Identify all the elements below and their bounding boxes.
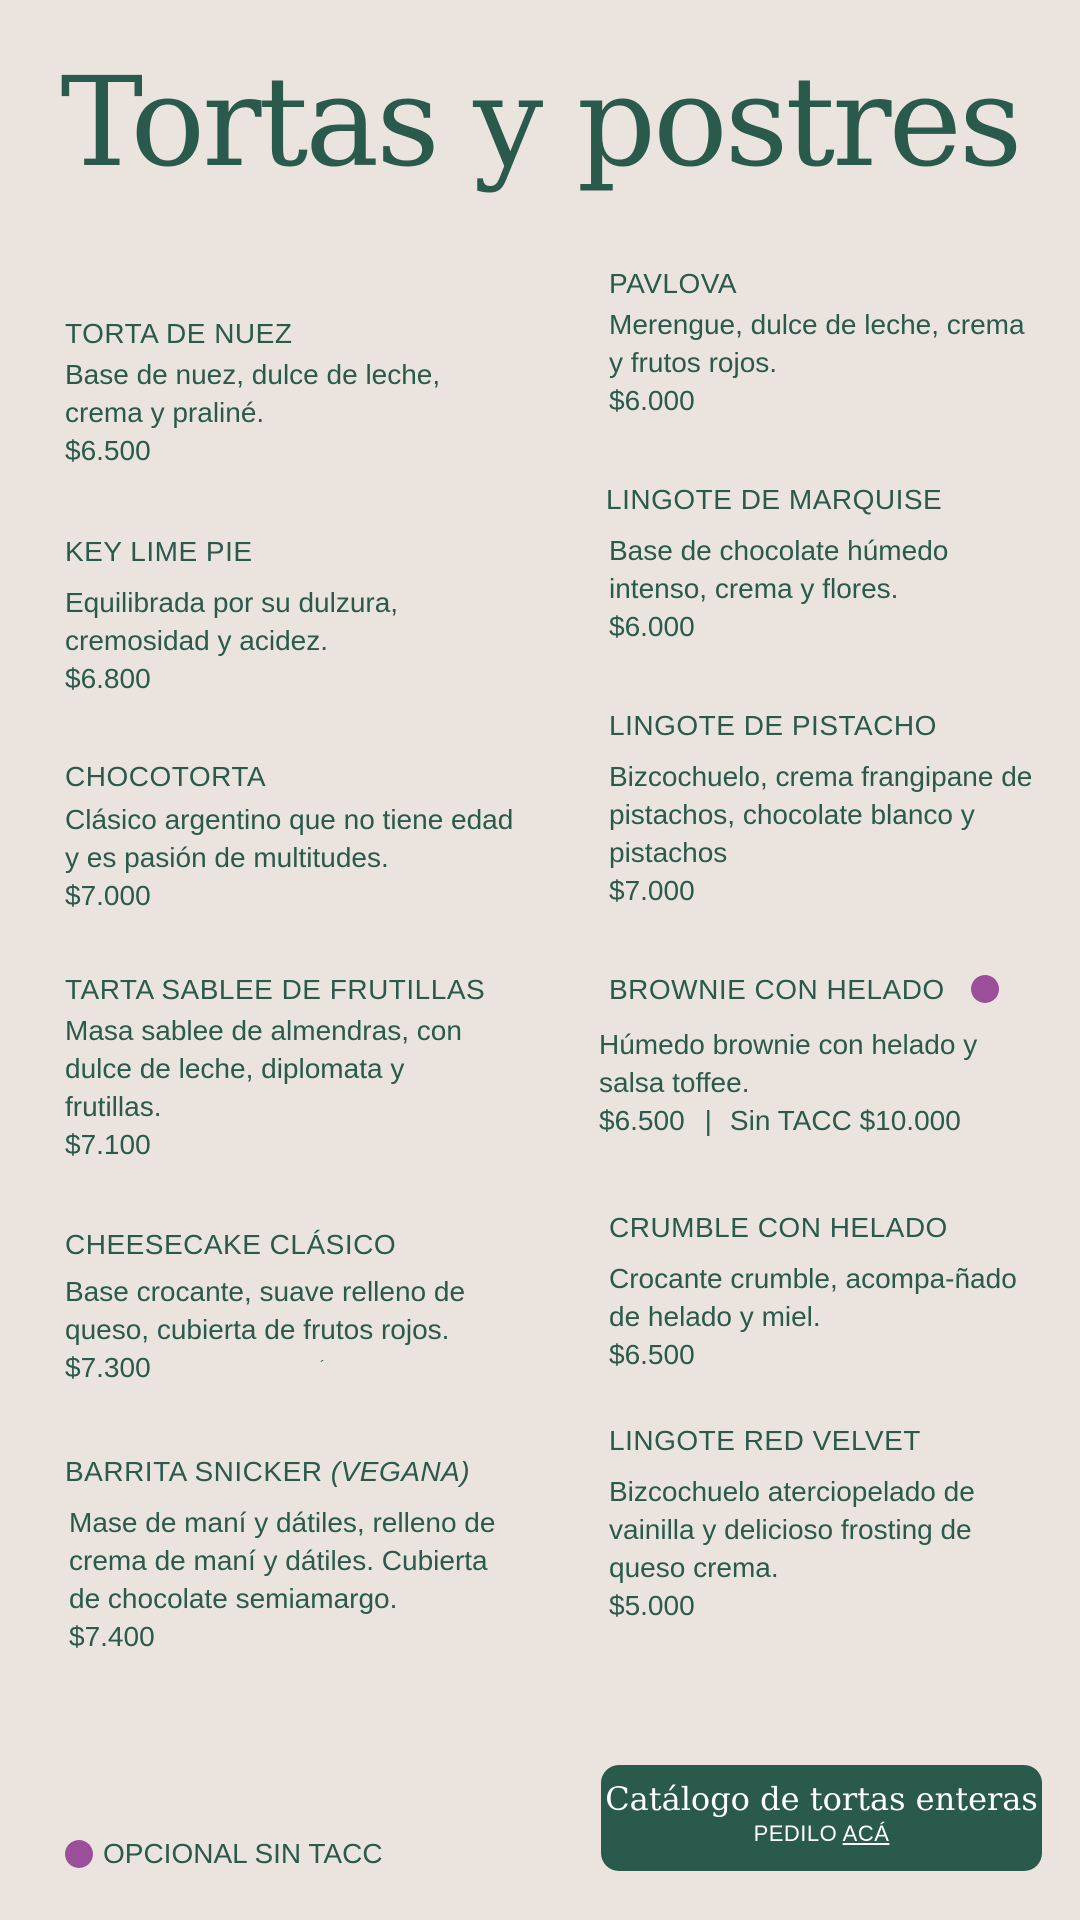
catalog-button[interactable] — [601, 1765, 1042, 1871]
menu-item-lingote-marquise — [606, 482, 1026, 646]
item-name-text: BROWNIE CON HELADO — [609, 974, 945, 1005]
item-description: Base de chocolate húmedo intenso, crema y flores. — [609, 535, 949, 604]
page-title: Tortas y postres — [60, 51, 1020, 195]
item-name — [65, 1454, 515, 1490]
item-price: $7.000 — [609, 875, 695, 906]
item-name: LINGOTE DE MARQUISE — [606, 484, 943, 515]
item-price: $7.000 — [65, 880, 151, 911]
item-description: Merengue, dulce de leche, crema y frutos rojos. — [609, 309, 1025, 378]
item-description: Bizcochuelo, crema frangipane de pistachos, chocolate blanco y pistachos — [609, 761, 1033, 868]
catalog-button-subtitle — [601, 1819, 1042, 1849]
catalog-link[interactable]: ACÁ — [842, 1821, 890, 1846]
item-name: LINGOTE DE PISTACHO — [609, 710, 937, 741]
item-price: $6.500 — [65, 435, 151, 466]
menu-item-torta-de-nuez — [65, 316, 505, 470]
item-price: $7.100 — [65, 1129, 151, 1160]
item-description: Base de nuez, dulce de leche, crema y praliné. — [65, 359, 441, 428]
legend-label: OPCIONAL SIN TACC — [103, 1838, 383, 1869]
item-name: LINGOTE RED VELVET — [609, 1425, 921, 1456]
menu-item-chocotorta — [65, 759, 525, 915]
menu-item-tarta-sablee — [65, 972, 505, 1164]
menu-item-red-velvet — [609, 1423, 1039, 1625]
menu-item-pavlova — [609, 266, 1029, 420]
item-name: CHEESECAKE CLÁSICO — [65, 1229, 397, 1260]
item-description: Base crocante, suave relleno de queso, cubierta de frutos rojos. — [65, 1276, 466, 1345]
item-price: $5.000 — [609, 1590, 695, 1621]
item-price: $6.000 — [609, 385, 695, 416]
item-name: TARTA SABLEE DE FRUTILLAS — [65, 974, 486, 1005]
item-name: TORTA DE NUEZ — [65, 318, 293, 349]
sin-tacc-price: Sin TACC $10.000 — [729, 1105, 961, 1136]
item-price: $7.300 — [65, 1352, 151, 1383]
item-name — [609, 972, 1039, 1008]
menu-item-crumble — [609, 1210, 1029, 1374]
catalog-prefix: PEDILO — [753, 1821, 838, 1846]
item-name: PAVLOVA — [609, 268, 737, 299]
sin-tacc-legend — [65, 1836, 383, 1872]
catalog-button-title: Catálogo de tortas enteras — [605, 1780, 1038, 1818]
sin-tacc-dot-icon — [971, 975, 999, 1003]
item-price: $6.500 — [609, 1339, 695, 1370]
item-description: Masa sablee de almendras, con dulce de leche, diplomata y frutillas. — [65, 1015, 462, 1122]
item-name: CHOCOTORTA — [65, 761, 267, 792]
item-price: $7.400 — [69, 1621, 155, 1652]
item-description: Bizcochuelo aterciopelado de vainilla y delicioso frosting de queso crema. — [609, 1476, 975, 1583]
item-price: $6.500 — [599, 1105, 685, 1136]
item-description: Clásico argentino que no tiene edad y es pasión de multitudes. — [65, 804, 514, 873]
vegan-tag: (VEGANA) — [330, 1456, 471, 1487]
menu-item-brownie — [599, 972, 1039, 1140]
item-description: Húmedo brownie con helado y salsa toffee. — [599, 1029, 978, 1098]
sin-tacc-dot-icon — [65, 1840, 93, 1868]
item-price-row — [599, 1102, 1039, 1140]
item-name: CRUMBLE CON HELADO — [609, 1212, 948, 1243]
item-name-text: BARRITA SNICKER — [65, 1456, 323, 1487]
item-price: $6.000 — [609, 611, 695, 642]
item-description: Crocante crumble, acompa-ñado de helado y miel. — [609, 1263, 1017, 1332]
stray-mark: ´ — [320, 1357, 325, 1373]
menu-item-key-lime-pie — [65, 534, 505, 698]
price-divider: | — [704, 1105, 712, 1136]
item-description: Mase de maní y dátiles, relleno de crema de maní y dátiles. Cubierta de chocolate semiamargo. — [69, 1507, 496, 1614]
item-price: $6.800 — [65, 663, 151, 694]
item-description: Equilibrada por su dulzura, cremosidad y acidez. — [65, 587, 399, 656]
menu-item-cheesecake — [65, 1227, 525, 1387]
item-name: KEY LIME PIE — [65, 536, 253, 567]
menu-item-lingote-pistacho — [609, 708, 1049, 910]
menu-item-barrita-snicker — [65, 1454, 515, 1656]
